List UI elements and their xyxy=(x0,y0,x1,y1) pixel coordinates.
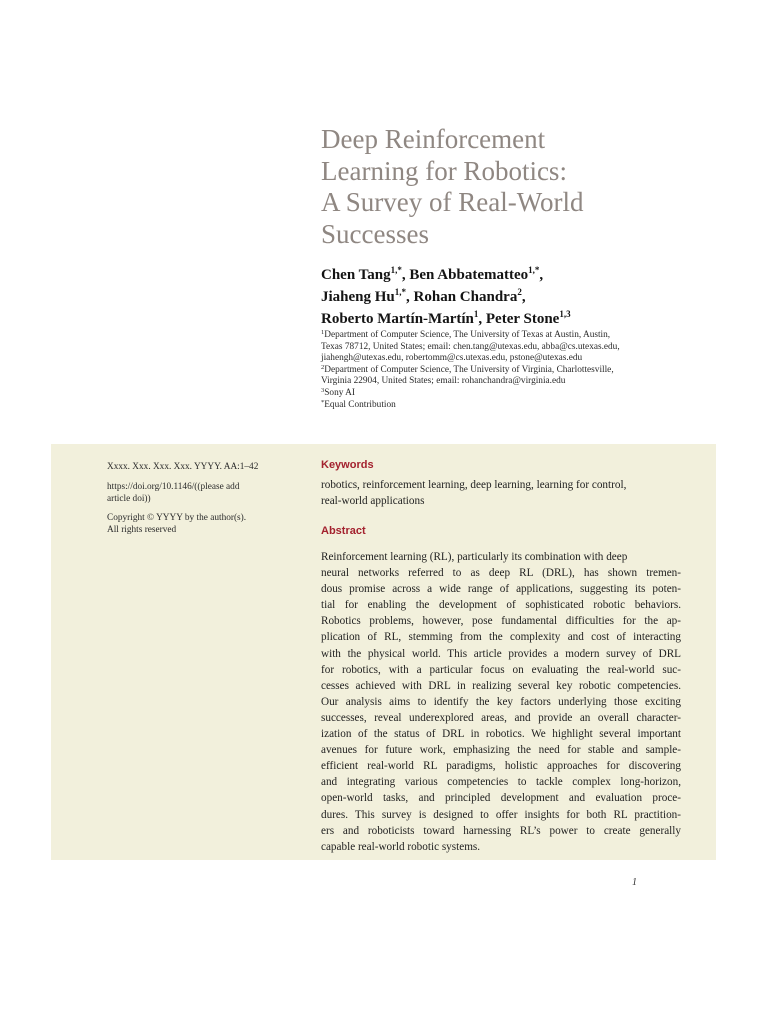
abstract-line: capable real-world robotic systems. xyxy=(321,840,481,853)
equal-contribution-note xyxy=(321,400,681,412)
abstract-line: neural networks referred to as deep RL (DRL), has shown tremen- xyxy=(321,567,681,580)
author-affil-mark: 1,* xyxy=(394,287,407,297)
abstract-line: avenues for future work, emphasizing the need for stable and sample- xyxy=(321,744,681,757)
author-line xyxy=(321,286,701,308)
abstract-line: Robotics problems, however, pose fundamental difficulties for the ap- xyxy=(321,615,681,628)
author-affil-mark: 1 xyxy=(473,309,479,319)
author-separator: , xyxy=(478,311,486,327)
title-line: Learning for Robotics: xyxy=(321,155,567,186)
journal-citation: Xxxx. Xxx. Xxx. Xxx. YYYY. AA:1–42 xyxy=(107,462,259,472)
keywords-line: robotics, reinforcement learning, deep learning, learning for control, xyxy=(321,479,627,491)
abstract-line: tial for enabling the development of sophisticated robotic behaviors. xyxy=(321,599,681,612)
page-number: 1 xyxy=(632,877,637,888)
doi-line[interactable]: article doi)) xyxy=(107,493,151,504)
abstract-line: dures. This survey is designed to offer insights for both RL practition- xyxy=(321,808,681,821)
affiliation-text: Department of Computer Science, The University of Texas at Austin, Austin, xyxy=(324,330,611,340)
author-separator: , xyxy=(406,289,414,305)
affiliation-line xyxy=(321,388,681,400)
affiliation-line: jiahengh@utexas.edu, robertomm@cs.utexas.edu, pstone@utexas.edu xyxy=(321,353,583,364)
author-name: Peter Stone xyxy=(485,311,560,327)
author-separator: , xyxy=(521,289,526,305)
publication-info xyxy=(107,462,297,545)
abstract-line: efficient real-world RL paradigms, holistic approaches for discovering xyxy=(321,760,681,773)
author-affil-mark: 1,* xyxy=(528,265,540,275)
abstract-text xyxy=(321,549,681,855)
equal-contribution-text: Equal Contribution xyxy=(324,399,396,410)
affiliation-text: Department of Computer Science, The University of Virginia, Charlottesville, xyxy=(324,364,614,375)
author-affil-mark: 1,* xyxy=(390,265,402,275)
keywords-heading: Keywords xyxy=(321,459,374,471)
abstract-line: ization of the status of DRL in robotics. We highlight several important xyxy=(321,728,681,741)
keywords-text xyxy=(321,478,681,509)
doi-link[interactable] xyxy=(107,482,297,506)
author-name: Rohan Chandra xyxy=(413,289,518,305)
title-line: Deep Reinforcement xyxy=(321,124,546,154)
keywords-line: real-world applications xyxy=(321,494,425,507)
copyright-notice xyxy=(107,513,297,537)
author-name: Chen Tang xyxy=(321,267,391,283)
abstract-line: for robotics, with a particular focus on evaluating the real-world suc- xyxy=(321,663,681,676)
author-separator: , xyxy=(539,267,544,283)
author-affil-mark: 2 xyxy=(517,287,522,297)
author-line xyxy=(321,264,701,286)
copyright-line: Copyright © YYYY by the author(s). xyxy=(107,513,247,524)
abstract-line: Our analysis aims to identify the key factors underlying those exciting xyxy=(321,695,681,708)
paper-title xyxy=(321,124,701,250)
affiliation-mark: 2 xyxy=(321,363,325,371)
affiliation-line: Texas 78712, United States; email: chen.tang@utexas.edu, abba@cs.utexas.edu, xyxy=(321,341,620,352)
affiliations xyxy=(321,330,681,411)
abstract-line: with the physical world. This article provides a modern survey of DRL xyxy=(321,647,681,660)
author-name: Jiaheng Hu xyxy=(321,289,395,305)
title-line: Successes xyxy=(321,218,429,249)
abstract-line: Reinforcement learning (RL), particularly its combination with deep xyxy=(321,551,628,563)
equal-contribution-mark: * xyxy=(321,398,325,406)
doi-line[interactable]: https://doi.org/10.1146/((please add xyxy=(107,481,240,492)
title-line: A Survey of Real-World xyxy=(321,187,584,217)
author-list xyxy=(321,264,701,330)
abstract-line: and integrating various competencies to tackle complex long-horizon, xyxy=(321,776,681,789)
abstract-line: successes, reveal underexplored areas, and provide an overall character- xyxy=(321,711,681,724)
affiliation-mark: 1 xyxy=(321,329,325,336)
affiliation-line xyxy=(321,330,681,342)
affiliation-mark: 3 xyxy=(321,386,325,394)
author-name: Ben Abbatematteo xyxy=(409,267,529,283)
abstract-heading: Abstract xyxy=(321,525,366,537)
affiliation-text: Sony AI xyxy=(324,387,355,398)
abstract-line: plication of RL, stemming from the complexity and cost of interacting xyxy=(321,631,681,644)
author-line xyxy=(321,308,701,330)
author-separator: , xyxy=(401,267,410,283)
affiliation-line xyxy=(321,365,681,377)
abstract-line: cesses achieved with DRL in realizing several key robotic competencies. xyxy=(321,679,681,692)
abstract-line: dous promise across a wide range of applications, suggesting its poten- xyxy=(321,583,681,596)
abstract-line: open-world tasks, and principled development and evaluation proce- xyxy=(321,792,681,805)
abstract-line: ers and roboticists toward harnessing RL’s power to create generally xyxy=(321,824,681,837)
affiliation-line: Virginia 22904, United States; email: rohanchandra@virginia.edu xyxy=(321,376,566,387)
author-affil-mark: 1,3 xyxy=(559,309,571,319)
copyright-line: All rights reserved xyxy=(107,525,177,536)
author-name: Roberto Martín-Martín xyxy=(321,311,474,327)
